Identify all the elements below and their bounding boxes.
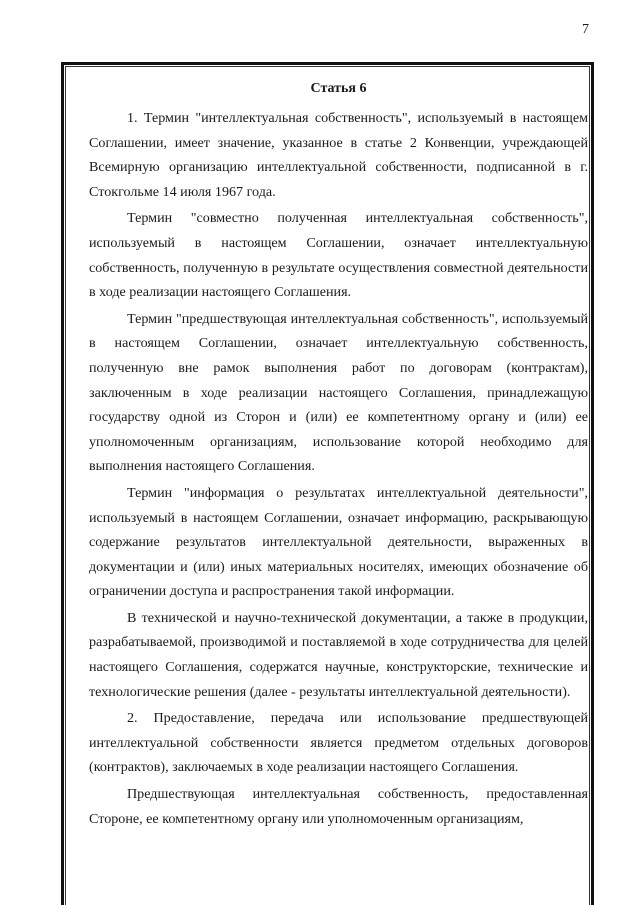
paragraph-2: Термин "совместно полученная интеллектуальная собственность", используемый в настоящем Соглашении, означает интеллектуальную собственность, полученную в результате осуществления совместной деятельности в ходе реализации настоящего Соглашения. (89, 210, 588, 301)
paragraph-6: 2. Предоставление, передача или использование предшествующей интеллектуальной собственности является предметом отдельных договоров (контрактов), заключаемых в ходе реализации настоящего Соглашения. (89, 710, 588, 776)
page-number: 7 (582, 22, 589, 37)
paragraph-1: 1. Термин "интеллектуальная собственность", используемый в настоящем Соглашении, имеет значение, указанное в статье 2 Конвенции, учреждающей Всемирную организацию интеллектуальной собственности, подписанной в г. Стокгольме 14 июля 1967 года. (89, 110, 588, 200)
paragraph-4: Термин "информация о результатах интеллектуальной деятельности", используемый в настоящем Соглашении, означает информацию, раскрывающую содержание результатов интеллектуальной деятельности, выраженных в документации и (или) иных материальных носителях, имеющих обозначение об ограничении доступа и распространения такой информации. (89, 484, 588, 600)
paragraph-7: Предшествующая интеллектуальная собственность, предоставленная Стороне, ее компетентному органу или уполномоченным организациям, (89, 786, 588, 827)
paragraph-5: В технической и научно-технической документации, а также в продукции, разрабатываемой, производимой и поставляемой в ходе сотрудничества для целей настоящего Соглашения, содержатся научные, конструкторские, технические и технологические решения (далее - результаты интеллектуальной деятельности). (89, 609, 588, 700)
article-content (89, 78, 588, 833)
paragraph-3: Термин "предшествующая интеллектуальная собственность", используемый в настоящем Соглашении, означает интеллектуальную собственность, полученную вне рамок выполнения работ по договорам (контрактам), заключенным в ходе реализации настоящего Соглашения, принадлежащую государству одной из Сторон и (или) ее компетентному органу и (или) ее уполномоченным организациям, использование которой необходимо для выполнения настоящего Соглашения. (89, 310, 588, 475)
article-title: Статья 6 (310, 81, 367, 96)
